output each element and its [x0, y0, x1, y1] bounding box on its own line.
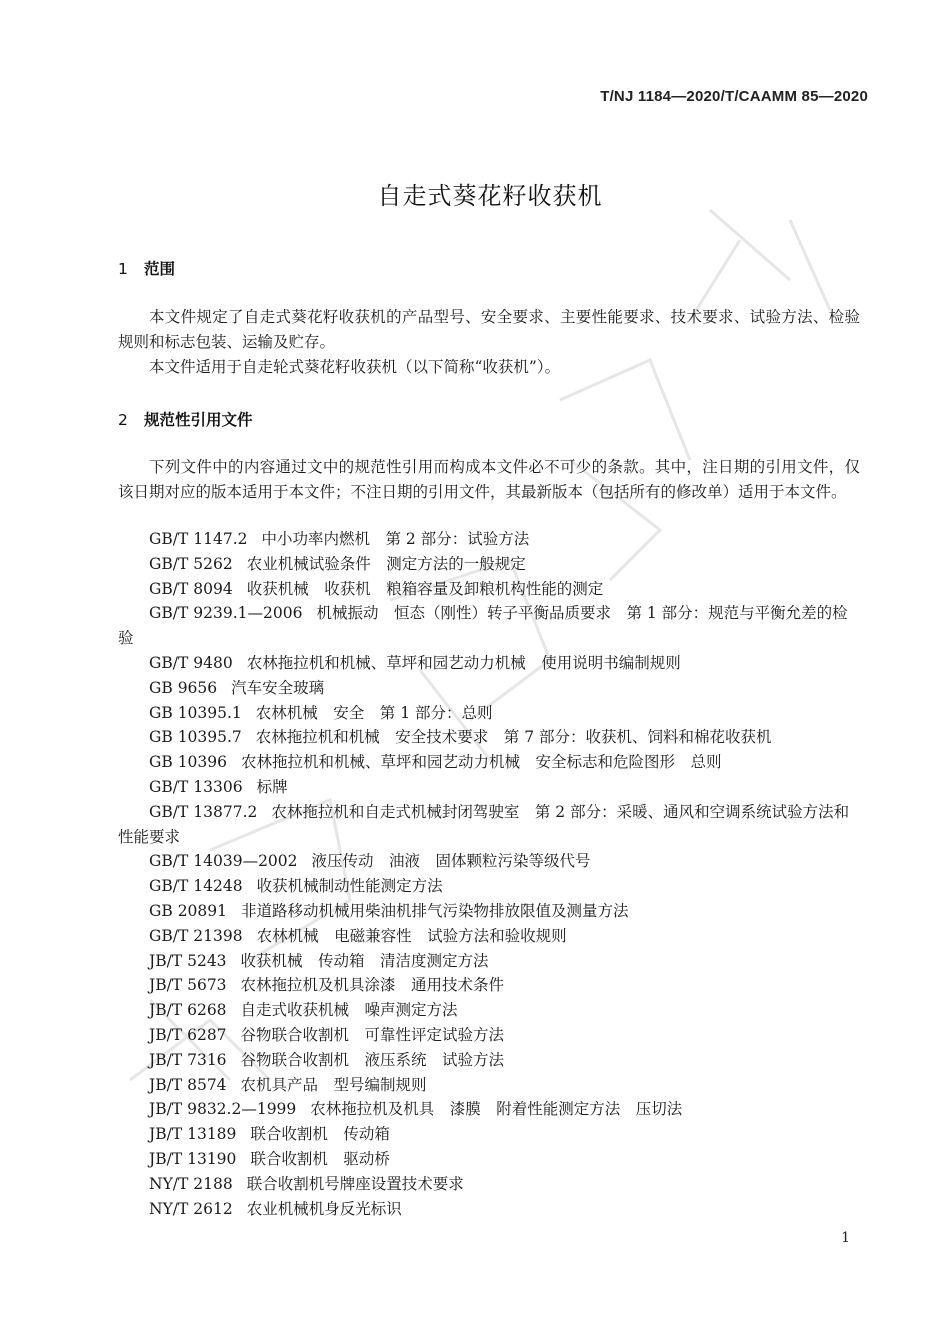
reference-title: 农林拖拉机和机械 安全技术要求 第 7 部分：收获机、饲料和棉花收获机: [255, 728, 772, 747]
reference-code: JB/T 7316: [149, 1050, 227, 1069]
reference-title: 联合收割机号牌座设置技术要求: [246, 1174, 464, 1193]
reference-item: [118, 676, 860, 701]
reference-code: JB/T 13190: [149, 1149, 237, 1168]
reference-item: [118, 1197, 860, 1222]
reference-code: GB 10396: [149, 753, 228, 772]
section-2-number: 2: [118, 411, 128, 429]
reference-code: JB/T 5673: [149, 976, 227, 995]
reference-item: [118, 1023, 860, 1048]
reference-item: [118, 1048, 860, 1073]
reference-title: 农机具产品 型号编制规则: [240, 1075, 427, 1094]
reference-item: [118, 527, 860, 552]
reference-item: [118, 874, 860, 899]
reference-item: [118, 577, 860, 602]
reference-code: GB/T 1147.2: [149, 530, 248, 548]
reference-item: [118, 725, 860, 750]
reference-item: [118, 1073, 860, 1098]
reference-item: [118, 651, 860, 676]
reference-code: GB 10395.1: [149, 703, 242, 722]
reference-item: [118, 1147, 860, 1172]
reference-code: GB/T 13877.2: [149, 802, 258, 821]
reference-title: 非道路移动机械用柴油机排气污染物排放限值及测量方法: [241, 901, 629, 920]
reference-title: 标牌: [256, 777, 288, 796]
reference-title: 液压传动 油液 固体颗粒污染等级代号: [311, 852, 591, 871]
section-2-paragraph-1: 下列文件中的内容通过文中的规范性引用而构成本文件必不可少的条款。其中，注日期的引用文件，仅该日期对应的版本适用于本文件；不注日期的引用文件，其最新版本（包括所有的修改单）适用于本文件。: [118, 458, 860, 501]
reference-code: GB/T 21398: [149, 926, 243, 945]
reference-code: JB/T 9832.2—1999: [149, 1100, 297, 1119]
reference-item: [118, 1097, 860, 1122]
reference-item: [118, 552, 860, 577]
reference-title: 中小功率内燃机 第 2 部分：试验方法: [261, 530, 530, 548]
reference-title: 农林机械 安全 第 1 部分：总则: [255, 703, 493, 722]
section-1-paragraph-1: 本文件规定了自走式葵花籽收获机的产品型号、安全要求、主要性能要求、技术要求、试验方法、检验规则和标志包装、运输及贮存。: [118, 308, 860, 351]
standard-code: T/NJ 1184—2020/T/CAAMM 85—2020: [600, 88, 868, 105]
reference-item: [118, 899, 860, 924]
section-2-title: 规范性引用文件: [144, 411, 253, 429]
reference-item: [118, 1122, 860, 1147]
reference-title: 收获机械 收获机 粮箱容量及卸粮机构性能的测定: [246, 579, 604, 598]
reference-code: JB/T 13189: [149, 1125, 237, 1144]
reference-code: NY/T 2188: [149, 1174, 233, 1193]
reference-item: [118, 973, 860, 998]
reference-title: 机械振动 恒态（刚性）转子平衡品质要求 第 1 部分：规范与平衡允差的检验: [118, 604, 848, 648]
reference-code: GB/T 14248: [149, 877, 243, 896]
reference-item: [118, 775, 860, 800]
reference-title: 农林拖拉机和机械、草坪和园艺动力机械 使用说明书编制规则: [246, 653, 681, 672]
reference-code: JB/T 6268: [149, 1001, 227, 1020]
reference-item: [118, 1172, 860, 1197]
reference-item: [118, 601, 860, 651]
reference-code: GB/T 9239.1—2006: [149, 604, 303, 623]
reference-item: [118, 849, 860, 874]
reference-code: GB/T 5262: [149, 554, 233, 573]
reference-code: JB/T 5243: [149, 951, 227, 970]
reference-title: 农林拖拉机和机械、草坪和园艺动力机械 安全标志和危险图形 总则: [241, 753, 722, 772]
reference-code: NY/T 2612: [149, 1199, 233, 1218]
reference-item: [118, 750, 860, 775]
section-1-paragraph-2: 本文件适用于自走轮式葵花籽收获机（以下简称“收获机”）。: [149, 358, 561, 376]
reference-title: 谷物联合收割机 液压系统 试验方法: [240, 1050, 505, 1069]
reference-item: [118, 924, 860, 949]
reference-title: 农业机械机身反光标识: [246, 1199, 402, 1218]
reference-title: 联合收割机 驱动桥: [250, 1149, 390, 1168]
reference-item: [118, 949, 860, 974]
reference-title: 农林拖拉机及机具涂漆 通用技术条件: [240, 976, 505, 995]
section-1-title: 范围: [144, 260, 176, 278]
reference-item: [118, 701, 860, 726]
normative-references-list: [118, 527, 860, 1221]
reference-title: 收获机械 传动箱 清洁度测定方法: [240, 951, 489, 970]
section-2-heading: [118, 408, 253, 430]
reference-code: GB/T 8094: [149, 579, 233, 598]
reference-code: GB 9656: [149, 678, 218, 697]
reference-title: 谷物联合收割机 可靠性评定试验方法: [240, 1025, 505, 1044]
reference-item: [118, 998, 860, 1023]
reference-title: 农林拖拉机和自走式机械封闭驾驶室 第 2 部分：采暖、通风和空调系统试验方法和性能要求: [118, 802, 850, 846]
section-1-heading: [118, 257, 175, 279]
reference-code: JB/T 6287: [149, 1025, 227, 1044]
reference-code: GB/T 9480: [149, 653, 233, 672]
section-1-number: 1: [118, 260, 128, 278]
reference-code: GB/T 14039—2002: [149, 852, 298, 871]
reference-item: [118, 800, 860, 850]
reference-title: 自走式收获机械 噪声测定方法: [240, 1001, 458, 1020]
reference-code: GB 20891: [149, 901, 228, 920]
reference-title: 农业机械试验条件 测定方法的一般规定: [246, 554, 526, 573]
document-title: 自走式葵花籽收获机: [377, 182, 603, 210]
reference-title: 汽车安全玻璃: [231, 678, 325, 697]
reference-code: GB 10395.7: [149, 728, 242, 747]
reference-title: 联合收割机 传动箱: [250, 1125, 390, 1144]
reference-title: 农林拖拉机及机具 漆膜 附着性能测定方法 压切法: [310, 1100, 683, 1119]
reference-title: 农林机械 电磁兼容性 试验方法和验收规则: [256, 926, 567, 945]
reference-title: 收获机械制动性能测定方法: [256, 877, 443, 896]
reference-code: JB/T 8574: [149, 1075, 227, 1094]
reference-code: GB/T 13306: [149, 777, 243, 796]
page-number: 1: [841, 1230, 850, 1246]
